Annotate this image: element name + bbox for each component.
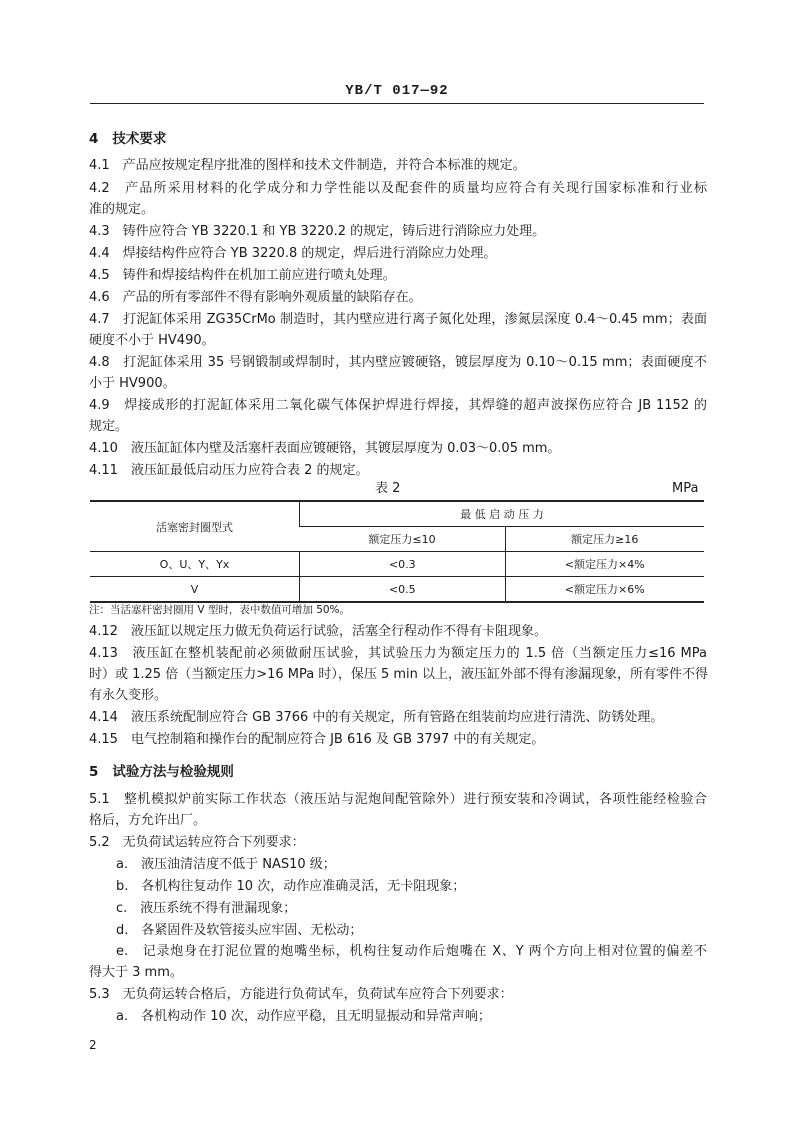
clause-4-12: 4.12 液压缸以规定压力做无负荷运行试验，活塞全行程动作不得有卡阻现象。 [89,624,547,639]
clause-4-10: 4.10 液压缸缸体内壁及活塞杆表面应镀硬铬，其镀层厚度为 0.03～0.05 mm。 [89,441,561,456]
table-cell: <0.5 [300,577,506,603]
table-unit: MPa [672,481,699,496]
clause-4-8-cont: 小于 HV900。 [89,376,176,391]
clause-5-1: 5.1 整机模拟炉前实际工作状态（液压站与泥炮间配管除外）进行预安装和冷调试，各项性能经检验合 [89,792,707,807]
section-number: 5 [89,764,99,780]
clause-4-9-cont: 规定。 [89,419,129,434]
table-row [90,552,704,577]
clause-4-11: 4.11 液压缸最低启动压力应符合表 2 的规定。 [89,463,369,478]
list-item-a: a. 液压油清洁度不低于 NAS10 级； [116,857,336,872]
table-cell: <0.3 [300,552,506,577]
clause-4-7-cont: 硬度不小于 HV490。 [89,333,215,348]
clause-4-3: 4.3 铸件应符合 YB 3220.1 和 YB 3220.2 的规定，铸后进行消除应力处理。 [89,224,546,239]
clause-4-13-cont2: 有永久变形。 [89,688,168,703]
clause-5-3: 5.3 无负荷运转合格后，方能进行负荷试车，负荷试车应符合下列要求： [89,987,513,1002]
clause-4-15: 4.15 电气控制箱和操作台的配制应符合 JB 616 及 GB 3797 中的有关规定。 [89,732,545,747]
clause-4-13-cont: 时）或 1.25 倍（当额定压力>16 MPa 时），保压 5 min 以上，液压缸外部不得有渗漏现象，所有零件不得 [89,667,709,682]
table-sub-header-1: 额定压力≤10 [368,533,436,546]
clause-4-8: 4.8 打泥缸体采用 35 号钢锻制或焊制时，其内壁应镀硬铬，镀层厚度为 0.10～0.15 mm；表面硬度不 [89,355,707,370]
clause-4-7: 4.7 打泥缸体采用 ZG35CrMo 制造时，其内壁应进行离子氮化处理，渗氮层深度 0.4～0.45 mm；表面 [89,312,707,327]
list-item-b: b. 各机构往复动作 10 次，动作应准确灵活，无卡阻现象； [116,879,466,894]
clause-4-2-cont: 准的规定。 [89,202,155,217]
clause-4-6: 4.6 产品的所有零部件不得有影响外观质量的缺陷存在。 [89,290,422,305]
header-rule [90,103,704,104]
clause-4-13: 4.13 液压缸在整机装配前必须做耐压试验，其试验压力为额定压力的 1.5 倍（当额定压力≤16 MPa [89,646,707,661]
page-number: 2 [89,1038,97,1052]
section-4-heading [89,127,166,147]
section-title: 试验方法与检验规则 [112,764,234,780]
table-row [90,577,704,603]
table-col1-header: 活塞密封圈型式 [156,520,233,534]
table-cell: V [190,582,199,596]
list-item-c: c. 液压系统不得有泄漏现象； [116,901,297,916]
section-5-heading [89,760,234,780]
list-item-a2: a. 各机构动作 10 次，动作应平稳，且无明显振动和异常声响； [116,1009,491,1024]
section-number: 4 [89,131,99,147]
table-cell: O、U、Y、Yx [159,558,230,571]
table-group-header: 最 低 启 动 压 力 [300,501,705,527]
table-sub-header-2: 额定压力≥16 [505,527,704,552]
list-item-d: d. 各紧固件及软管接头应牢固、无松动； [116,923,363,938]
table-cell: <额定压力×6% [505,577,704,603]
clause-4-14: 4.14 液压系统配制应符合 GB 3766 中的有关规定，所有管路在组装前均应进行清洗、防锈处理。 [89,710,664,725]
clause-4-5: 4.5 铸件和焊接结构件在机加工前应进行喷丸处理。 [89,268,396,283]
page-header: YB/T 017—92 [345,83,449,99]
clause-4-4: 4.4 焊接结构件应符合 YB 3220.8 的规定，焊后进行消除应力处理。 [89,246,497,261]
list-item-e: e. 记录炮身在打泥位置的炮嘴坐标，机构往复动作后炮嘴在 X、Y 两个方向上相对位置的偏差不 [116,944,707,959]
clause-4-2: 4.2 产品所采用材料的化学成分和力学性能以及配套件的质量均应符合有关现行国家标准和行业标 [89,181,707,196]
clause-5-1-cont: 格后，方允许出厂。 [89,813,207,828]
table-note: 注：当活塞杆密封圈用 V 型时，表中数值可增加 50%。 [89,604,351,616]
table-2 [90,500,704,603]
table-cell: <额定压力×4% [505,552,704,577]
clause-4-1: 4.1 产品应按规定程序批准的图样和技术文件制造，并符合本标准的规定。 [89,158,526,173]
list-item-e-cont: 得大于 3 mm。 [89,965,183,980]
clause-5-2: 5.2 无负荷试运转应符合下列要求： [89,835,305,850]
section-title: 技术要求 [112,131,167,147]
table-caption: 表 2 [375,481,401,496]
clause-4-9: 4.9 焊接成形的打泥缸体采用二氧化碳气体保护焊进行焊接，其焊缝的超声波探伤应符合 JB 1152 的 [89,398,707,413]
